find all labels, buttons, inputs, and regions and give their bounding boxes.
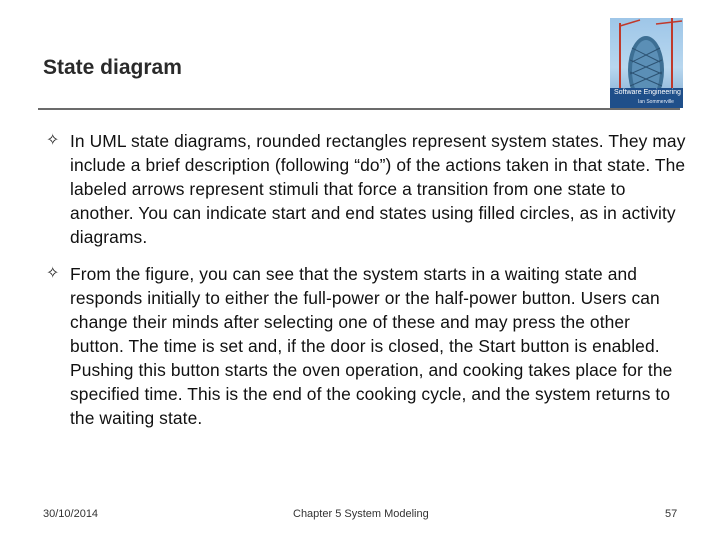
four-point-star-bullet-icon: ✧ bbox=[46, 265, 60, 282]
footer-date: 30/10/2014 bbox=[43, 508, 99, 520]
book-cover-image bbox=[610, 18, 683, 108]
footer-page-number: 57 bbox=[665, 508, 678, 520]
bullet-text: From the figure, you can see that the system starts in a waiting state and responds initially to either the full-power or the half-power button. Users can change their minds after selecting one of these and may press the other button. The time is set and, if the door is closed, the Start button is enabled. Pushing this button starts the oven operation, and cooking takes place for the specified time. This is the end of the cooking cycle, and the system returns to the waiting state. bbox=[70, 264, 673, 428]
bullet-text: In UML state diagrams, rounded rectangles represent system states. They may include a brief description (following “do”) of the actions taken in that state. The labeled arrows represent stimuli that force a transition from one state to another. You can indicate start and end states using filled circles, as in activity diagrams. bbox=[70, 131, 686, 247]
book-cover-author: Ian Sommerville bbox=[638, 99, 674, 105]
title-divider bbox=[38, 108, 680, 110]
book-cover-title: Software Engineering bbox=[614, 89, 681, 96]
bullet-item bbox=[46, 262, 686, 430]
book-cover-band bbox=[610, 88, 683, 108]
bullet-item bbox=[46, 129, 686, 249]
slide-title: State diagram bbox=[43, 56, 182, 79]
four-point-star-bullet-icon: ✧ bbox=[46, 132, 60, 149]
footer-chapter: Chapter 5 System Modeling bbox=[293, 508, 429, 520]
